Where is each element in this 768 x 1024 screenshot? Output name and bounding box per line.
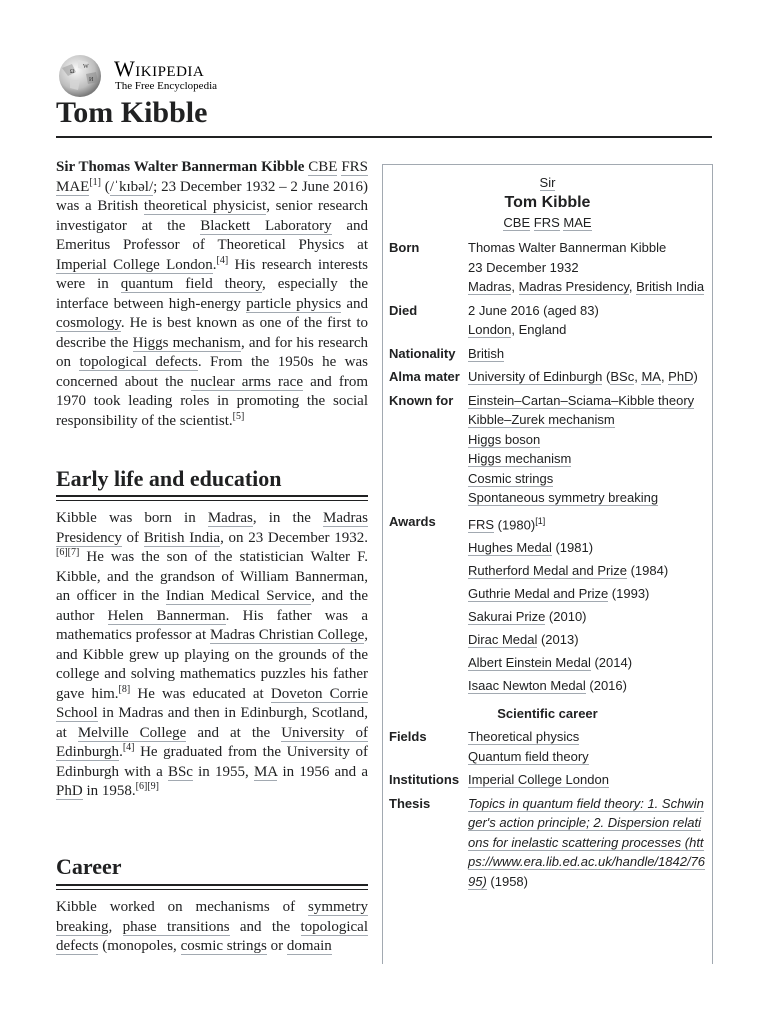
known-for-link[interactable]: Kibble–Zurek mechanism bbox=[468, 412, 615, 427]
award-link[interactable]: Hughes Medal bbox=[468, 539, 552, 555]
infobox-honorific-link[interactable]: Sir bbox=[539, 175, 556, 190]
link-british-india[interactable]: British India bbox=[636, 279, 705, 294]
known-for-link[interactable]: Einstein–Cartan–Sciama–Kibble theory bbox=[468, 392, 695, 408]
wikipedia-wordmark[interactable]: Wikipedia bbox=[114, 56, 205, 81]
link-madras[interactable]: Madras bbox=[468, 279, 512, 294]
infobox-row-institutions: Institutions Imperial College London bbox=[389, 772, 609, 788]
link-imperial-college[interactable]: Imperial College London bbox=[468, 772, 609, 788]
svg-text:W: W bbox=[83, 64, 89, 70]
infobox-mae-link[interactable]: MAE bbox=[563, 214, 592, 230]
link-particle-physics[interactable]: particle physics bbox=[246, 295, 342, 312]
link-cosmic-strings[interactable]: cosmic strings bbox=[180, 938, 267, 954]
career-paragraph: Kibble worked on mechanisms of symmetry breaking, phase transitions and the topological defects (monopoles, cosmic strings or domain bbox=[56, 899, 368, 954]
infobox-postnominals bbox=[383, 213, 712, 233]
svg-text:И: И bbox=[89, 77, 94, 83]
citation-link[interactable]: [6][9] bbox=[135, 781, 159, 792]
known-for-link[interactable]: Higgs boson bbox=[468, 431, 541, 447]
link-doveton-corrie-school[interactable]: Doveton Corrie School bbox=[56, 685, 368, 721]
infobox-cbe-link[interactable]: CBE bbox=[503, 214, 531, 230]
citation-link[interactable]: [4] bbox=[216, 254, 229, 266]
section-divider bbox=[56, 884, 368, 890]
infobox-frs-link[interactable]: FRS bbox=[533, 214, 560, 230]
infobox-row-alma-mater: Alma mater University of Edinburgh (BSc, MA, PhD) bbox=[389, 369, 698, 384]
citation-link[interactable]: [1] bbox=[535, 515, 546, 526]
link-phase-transitions[interactable]: phase transitions bbox=[122, 918, 230, 935]
known-for-link[interactable]: Spontaneous symmetry breaking bbox=[468, 490, 659, 505]
infobox-row-born: Born Thomas Walter Bannerman Kibble 23 December 1932 Madras, Madras Presidency, British India bbox=[389, 240, 705, 294]
citation-link[interactable]: [5] bbox=[232, 410, 245, 422]
link-blackett-laboratory[interactable]: Blackett Laboratory bbox=[200, 217, 332, 234]
link-phd[interactable]: PhD bbox=[668, 369, 694, 384]
link-madras-christian-college[interactable]: Madras Christian College bbox=[209, 627, 365, 643]
infobox-row-nationality: Nationality British bbox=[389, 345, 505, 361]
citation-link[interactable]: [4] bbox=[122, 742, 135, 753]
link-higgs-mechanism[interactable]: Higgs mechanism bbox=[132, 334, 241, 351]
link-british[interactable]: British bbox=[468, 345, 505, 361]
wikipedia-tagline: The Free Encyclopedia bbox=[115, 80, 218, 92]
link-quantum-field-theory[interactable]: quantum field theory bbox=[120, 276, 263, 292]
link-theoretical-physicist[interactable]: theoretical physicist bbox=[143, 198, 267, 214]
link-topological-defects[interactable]: topological defects bbox=[79, 354, 198, 370]
infobox-row-awards: Awards FRS (1980)[1] Hughes Medal (1981) Rutherford Medal and Prize (1984) Guthrie Medal and Prize (1993) Sakurai Prize (2010) Dirac Medal (2013) Albert Einstein Medal (2014) Isaac Newton Medal (2016) bbox=[389, 513, 669, 694]
link-helen-bannerman[interactable]: Helen Bannerman bbox=[107, 607, 226, 624]
link-university-of-edinburgh[interactable]: University of Edinburgh bbox=[56, 724, 369, 760]
citation-link[interactable]: [8] bbox=[118, 683, 131, 695]
link-topological-defects[interactable]: topological defects bbox=[56, 918, 368, 954]
early-life-paragraph: Kibble was born in Madras, in the Madras Presidency of British India, on 23 December 1932.[6][7] He was the son of the statistician Walter F. Kibble, and the grandson of William Bannerman, an officer in the Indian Medical Service, and the author Helen Bannerman. His father was a mathematics professor at Madras Christian College, and Kibble grew up playing on the grounds of the college and solving mathematics puzzles his father gave him.[8] He was educated at Doveton Corrie School in Madras and then in Edinburgh, Scotland, at Melville College and at the University of Edinburgh.[4] He graduated from the University of Edinburgh with a BSc in 1955, MA in 1956 and a PhD in 1958.[6][9] bbox=[56, 510, 369, 799]
link-nuclear-arms-race[interactable]: nuclear arms race bbox=[190, 373, 303, 390]
subject-name: Sir Thomas Walter Bannerman Kibble bbox=[56, 159, 305, 175]
link-madras[interactable]: Madras bbox=[207, 510, 253, 526]
postnom-mae-link[interactable]: MAE bbox=[56, 178, 90, 195]
infobox-row-thesis: Thesis Topics in quantum field theory: 1. Schwinger's action principle; 2. Dispersion relations for inelastic scattering processes (https://www.era.lib.ed.ac.uk/handle/1842/7695) (1958) bbox=[389, 795, 706, 889]
link-phd[interactable]: PhD bbox=[56, 783, 83, 799]
infobox-subheader-scientific-career: Scientific career bbox=[497, 705, 598, 721]
link-imperial-college[interactable]: Imperial College London bbox=[56, 256, 213, 273]
infobox-name: Tom Kibble bbox=[504, 193, 591, 211]
infobox-row-known-for: Known for Einstein–Cartan–Sciama–Kibble theory Kibble–Zurek mechanism Higgs boson Higgs mechanism Cosmic strings Spontaneous symmetry breaking bbox=[389, 392, 695, 505]
link-british-india[interactable]: British India bbox=[143, 529, 221, 546]
award-link[interactable]: Albert Einstein Medal bbox=[468, 655, 591, 671]
link-bsc[interactable]: BSc bbox=[610, 369, 635, 384]
award-link[interactable]: Guthrie Medal and Prize bbox=[468, 586, 609, 602]
link-madras-presidency[interactable]: Madras Presidency bbox=[56, 510, 368, 546]
award-link[interactable]: Isaac Newton Medal bbox=[468, 678, 586, 694]
link-bsc[interactable]: BSc bbox=[167, 763, 193, 780]
link-indian-medical-service[interactable]: Indian Medical Service bbox=[165, 588, 312, 604]
award-link[interactable]: Dirac Medal bbox=[468, 632, 538, 648]
infobox-row-fields: Fields Theoretical physics Quantum field theory bbox=[389, 729, 589, 764]
intro-paragraph: Sir Thomas Walter Bannerman Kibble CBE FRS MAE[1] (/ˈkɪbəl/; 23 December 1932 – 2 June 2016) was a British theoretical physicist, senior research investigator at the Blackett Laboratory and Emeritus Professor of Theoretical Physics at Imperial College London.[4] His research interests were in quantum field theory, especially the interface between high-energy particle physics and cosmology. He is best known as one of the first to describe the Higgs mechanism, and for his research on topological defects. From the 1950s he was concerned about the nuclear arms race and from 1970 took leading roles in promoting the social responsibility of the scientist.[5] bbox=[56, 159, 369, 429]
page-title: Tom Kibble bbox=[56, 96, 208, 129]
link-symmetry-breaking[interactable]: symmetry breaking bbox=[56, 899, 368, 935]
section-heading-early-life: Early life and education bbox=[56, 466, 282, 491]
link-london[interactable]: London bbox=[468, 322, 512, 337]
citation-link[interactable]: [6][7] bbox=[56, 547, 80, 558]
postnom-cbe-link[interactable]: CBE bbox=[308, 159, 338, 175]
title-divider bbox=[56, 136, 712, 138]
link-university-of-edinburgh[interactable]: University of Edinburgh bbox=[468, 369, 603, 384]
postnom-frs-link[interactable]: FRS bbox=[341, 159, 369, 175]
section-divider bbox=[56, 495, 368, 501]
infobox bbox=[382, 164, 713, 964]
infobox-row-died: Died 2 June 2016 (aged 83) London, England bbox=[389, 302, 599, 337]
wikipedia-globe-logo[interactable] bbox=[56, 54, 104, 98]
link-ma[interactable]: MA bbox=[641, 369, 661, 384]
link-madras-presidency[interactable]: Madras Presidency bbox=[518, 279, 629, 294]
link-ma[interactable]: MA bbox=[253, 763, 278, 780]
link-domain-walls[interactable]: domain bbox=[286, 938, 332, 954]
thesis-link[interactable]: Topics in quantum field theory: 1. Schwinger's action principle; 2. Dispersion relations for inelastic scattering processes (https://www.era.lib.ed.ac.uk/handle/1842/7695) bbox=[468, 795, 706, 889]
field-link[interactable]: Theoretical physics bbox=[468, 729, 580, 745]
ipa-pronunciation-link[interactable]: /ˈkɪbəl/ bbox=[109, 178, 154, 195]
known-for-link[interactable]: Cosmic strings bbox=[468, 470, 554, 486]
link-cosmology[interactable]: cosmology bbox=[56, 315, 121, 331]
award-link[interactable]: FRS bbox=[468, 516, 494, 532]
section-heading-career: Career bbox=[56, 854, 122, 879]
svg-text:Ω: Ω bbox=[70, 69, 75, 75]
link-melville-college[interactable]: Melville College bbox=[77, 724, 187, 741]
known-for-link[interactable]: Higgs mechanism bbox=[468, 451, 572, 466]
award-link[interactable]: Sakurai Prize bbox=[468, 609, 546, 625]
citation-link[interactable]: [1] bbox=[89, 176, 102, 188]
field-link[interactable]: Quantum field theory bbox=[468, 748, 589, 764]
award-link[interactable]: Rutherford Medal and Prize bbox=[468, 563, 627, 579]
